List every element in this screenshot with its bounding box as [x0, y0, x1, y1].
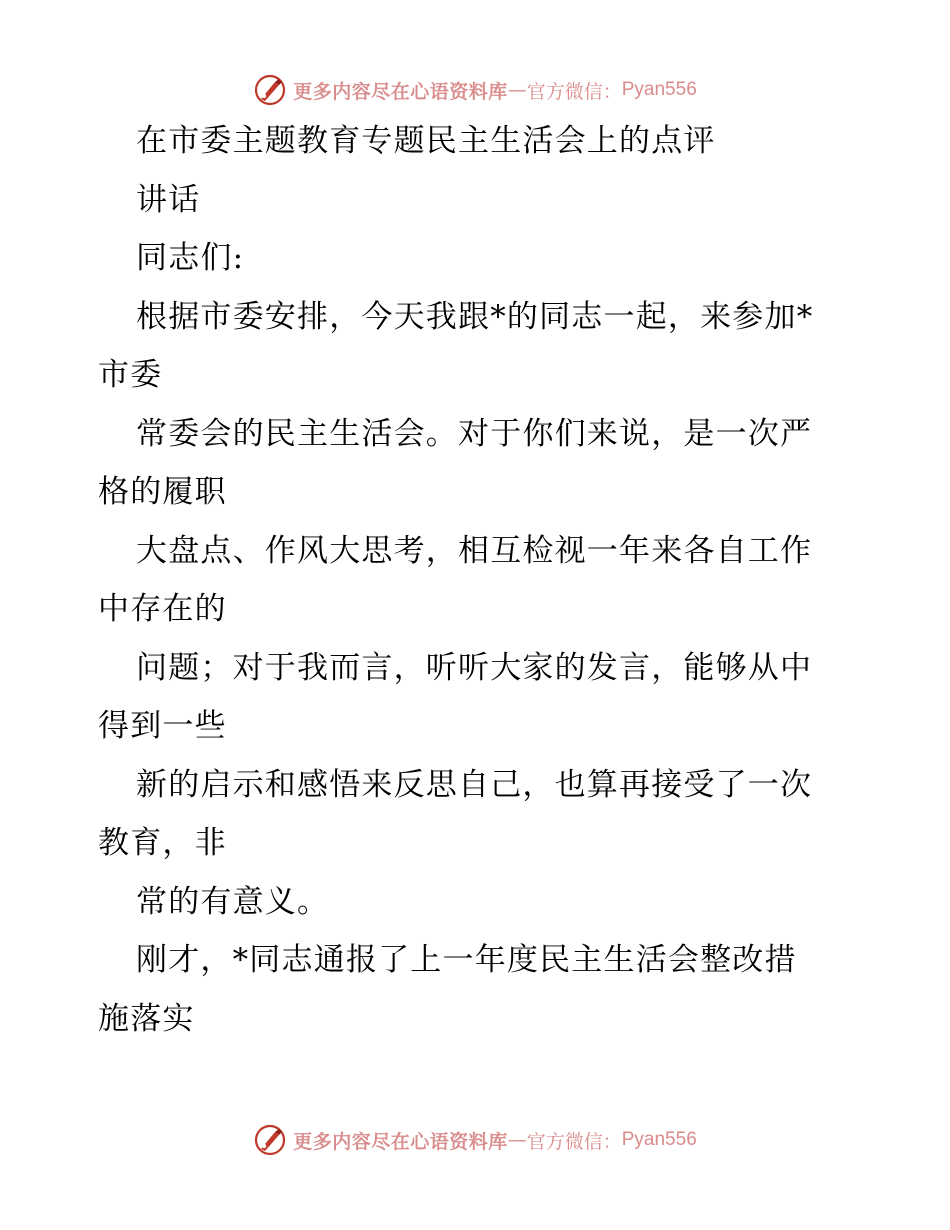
paragraph-continuation: 格的履职 — [98, 474, 227, 510]
watermark-main-text: 更多内容尽在心语资料库 — [293, 1130, 508, 1153]
header-watermark — [0, 70, 950, 110]
pen-circle-logo-icon — [253, 1123, 287, 1157]
paragraph-line: 大盘点、作风大思考，相互检视一年来各自工作 — [136, 532, 813, 569]
paragraph — [98, 756, 858, 873]
paragraph-continuation: 得到一些 — [98, 708, 227, 744]
paragraph-line: 常委会的民主生活会。对于你们来说，是一次严 — [136, 415, 813, 452]
footer-watermark — [0, 1120, 950, 1160]
paragraph-continuation: 施落实 — [98, 1000, 195, 1037]
paragraph-line: 刚才，*同志通报了上一年度民主生活会整改措 — [136, 942, 797, 978]
watermark-account: Pyan556 — [621, 1129, 697, 1150]
paragraph — [98, 229, 858, 288]
paragraph — [98, 171, 858, 230]
paragraph — [98, 288, 858, 405]
watermark-sub-text: 官方微信： — [526, 1130, 622, 1153]
paragraph-line: 问题；对于我而言，听听大家的发言，能够从中 — [136, 649, 813, 686]
paragraph-line: 新的启示和感悟来反思自己，也算再接受了一次 — [136, 766, 813, 803]
watermark-dash: — — [507, 1129, 527, 1151]
pen-circle-logo-icon — [253, 73, 287, 107]
watermark-sub-text: 官方微信： — [526, 80, 622, 103]
paragraph — [98, 931, 858, 1048]
paragraph-line: 在市委主题教育专题民主生活会上的点评 — [136, 123, 716, 159]
paragraph — [98, 112, 858, 171]
paragraph-continuation: 教育，非 — [98, 825, 227, 861]
paragraph — [98, 873, 858, 932]
paragraph — [98, 522, 858, 639]
watermark-main-text: 更多内容尽在心语资料库 — [293, 80, 508, 103]
watermark-account: Pyan556 — [621, 79, 697, 100]
paragraph-line: 常的有意义。 — [136, 883, 330, 920]
paragraph-line: 根据市委安排，今天我跟*的同志一起，来参加* — [136, 298, 814, 335]
paragraph-line: 同志们: — [136, 240, 245, 276]
paragraph — [98, 405, 858, 522]
paragraph-continuation: 市委 — [98, 357, 163, 393]
document-body — [98, 112, 858, 1048]
watermark-dash: — — [507, 79, 527, 101]
paragraph — [98, 639, 858, 756]
paragraph-continuation: 中存在的 — [98, 591, 227, 627]
paragraph-line: 讲话 — [136, 181, 201, 218]
